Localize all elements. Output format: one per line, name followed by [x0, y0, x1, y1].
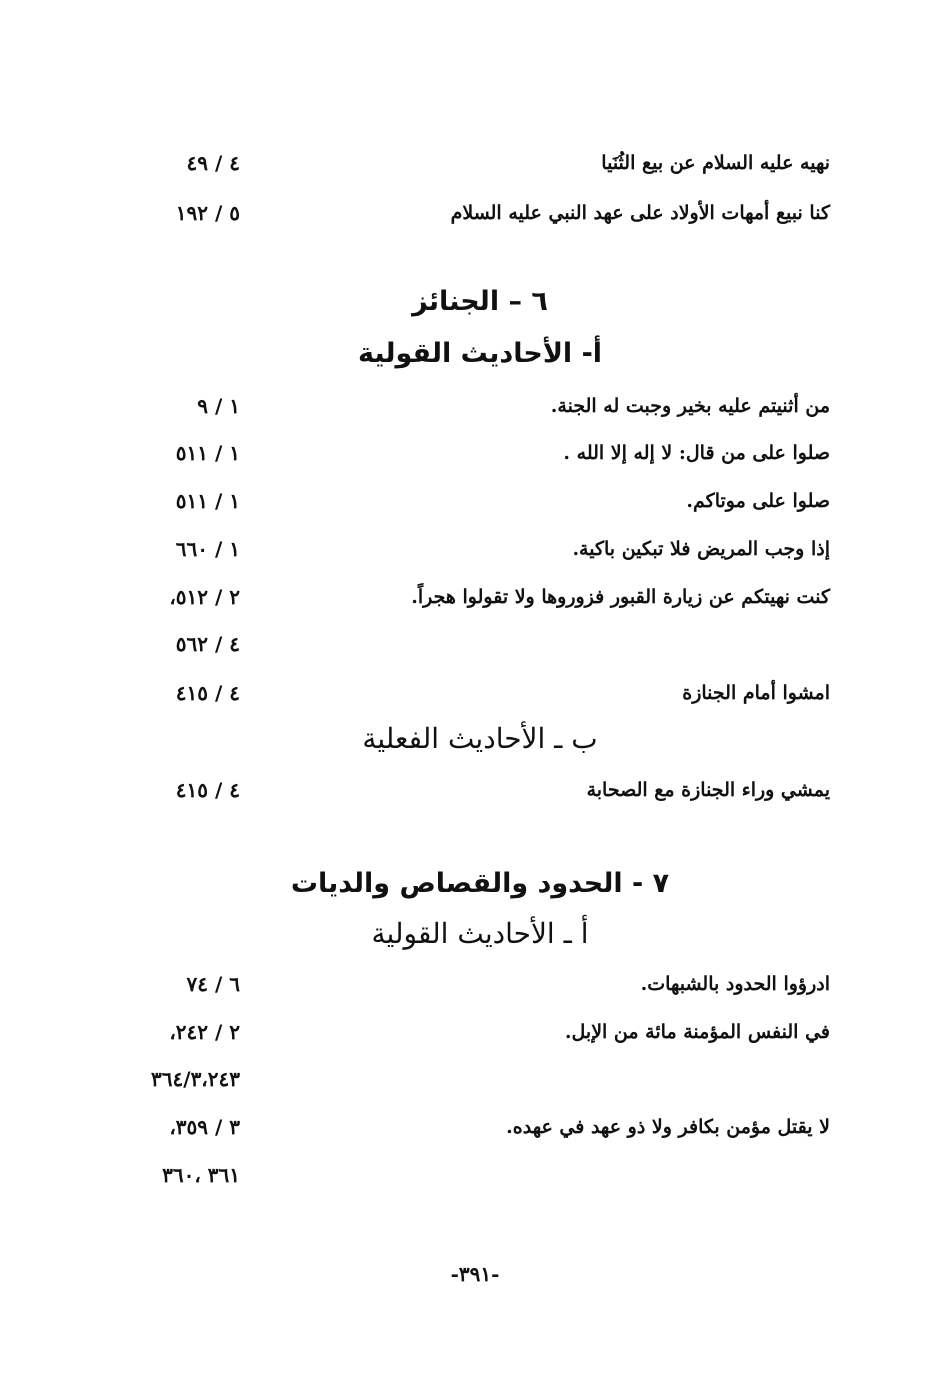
entry-reference: ١ / ٥١١	[175, 441, 240, 465]
index-entry	[130, 433, 830, 473]
entry-text: من أثنيتم عليه بخير وجبت له الجنة.	[550, 395, 830, 417]
entry-reference: ٤ / ٤١٥	[175, 778, 240, 802]
index-entry	[130, 143, 830, 183]
entry-text: كنت نهيتكم عن زيارة القبور فزوروها ولا تقولوا هجراً.	[411, 586, 830, 608]
entry-text: كنا نبيع أمهات الأولاد على عهد النبي عليه السلام	[450, 202, 830, 224]
entry-reference: ٦ / ٧٤	[186, 972, 240, 996]
entry-reference: ٣٦١ ،٣٦٠	[162, 1163, 240, 1187]
page-number: -٣٩١-	[450, 1262, 500, 1286]
subsection-title: ب ـ الأحاديث الفعلية	[362, 722, 598, 755]
subsection-title: أ ـ الأحاديث القولية	[371, 917, 589, 950]
index-entry	[130, 193, 830, 233]
entry-reference: ١ / ٦٦٠	[175, 537, 240, 561]
entry-reference: ٤ / ٤٩	[186, 151, 240, 175]
index-entry	[130, 1155, 830, 1195]
entry-text: في النفس المؤمنة مائة من الإبل.	[564, 1021, 830, 1043]
entry-reference: ٢ / ٢٤٢،	[169, 1020, 240, 1044]
index-entry	[130, 673, 830, 713]
entry-text: يمشي وراء الجنازة مع الصحابة	[586, 779, 830, 801]
entry-reference: ٥ / ١٩٢	[175, 201, 240, 225]
section-title: ٧ - الحدود والقصاص والديات	[290, 868, 670, 899]
entry-text: صلوا على موتاكم.	[686, 490, 830, 512]
entry-text: صلوا على من قال: لا إله إلا الله .	[563, 442, 830, 464]
entry-text: إذا وجب المريض فلا تبكين باكية.	[572, 538, 830, 560]
entry-reference: ٣٦٤/٣،٢٤٣	[151, 1067, 240, 1091]
entry-reference: ٢ / ٥١٢،	[169, 585, 240, 609]
subsection-title: أ- الأحاديث القولية	[357, 338, 603, 369]
section-title: ٦ – الجنائز	[412, 286, 548, 317]
index-entry	[130, 577, 830, 617]
index-entry	[130, 529, 830, 569]
entry-text: لا يقتل مؤمن بكافر ولا ذو عهد في عهده.	[506, 1116, 830, 1138]
index-entry	[130, 481, 830, 521]
entry-reference: ١ / ٩	[197, 394, 240, 418]
index-entry	[130, 1107, 830, 1147]
index-entry	[130, 770, 830, 810]
index-entry	[130, 1012, 830, 1052]
entry-text: ادرؤوا الحدود بالشبهات.	[640, 973, 830, 995]
entry-reference: ٣ / ٣٥٩،	[169, 1115, 240, 1139]
entry-reference: ١ / ٥١١	[175, 489, 240, 513]
entry-text: امشوا أمام الجنازة	[682, 682, 830, 704]
entry-reference: ٤ / ٤١٥	[175, 681, 240, 705]
entry-text: نهيه عليه السلام عن بيع الثُنَيا	[601, 152, 830, 174]
entry-reference: ٤ / ٥٦٢	[175, 632, 240, 656]
index-entry	[130, 1059, 830, 1099]
index-entry	[130, 964, 830, 1004]
index-entry	[130, 624, 830, 664]
index-entry	[130, 386, 830, 426]
